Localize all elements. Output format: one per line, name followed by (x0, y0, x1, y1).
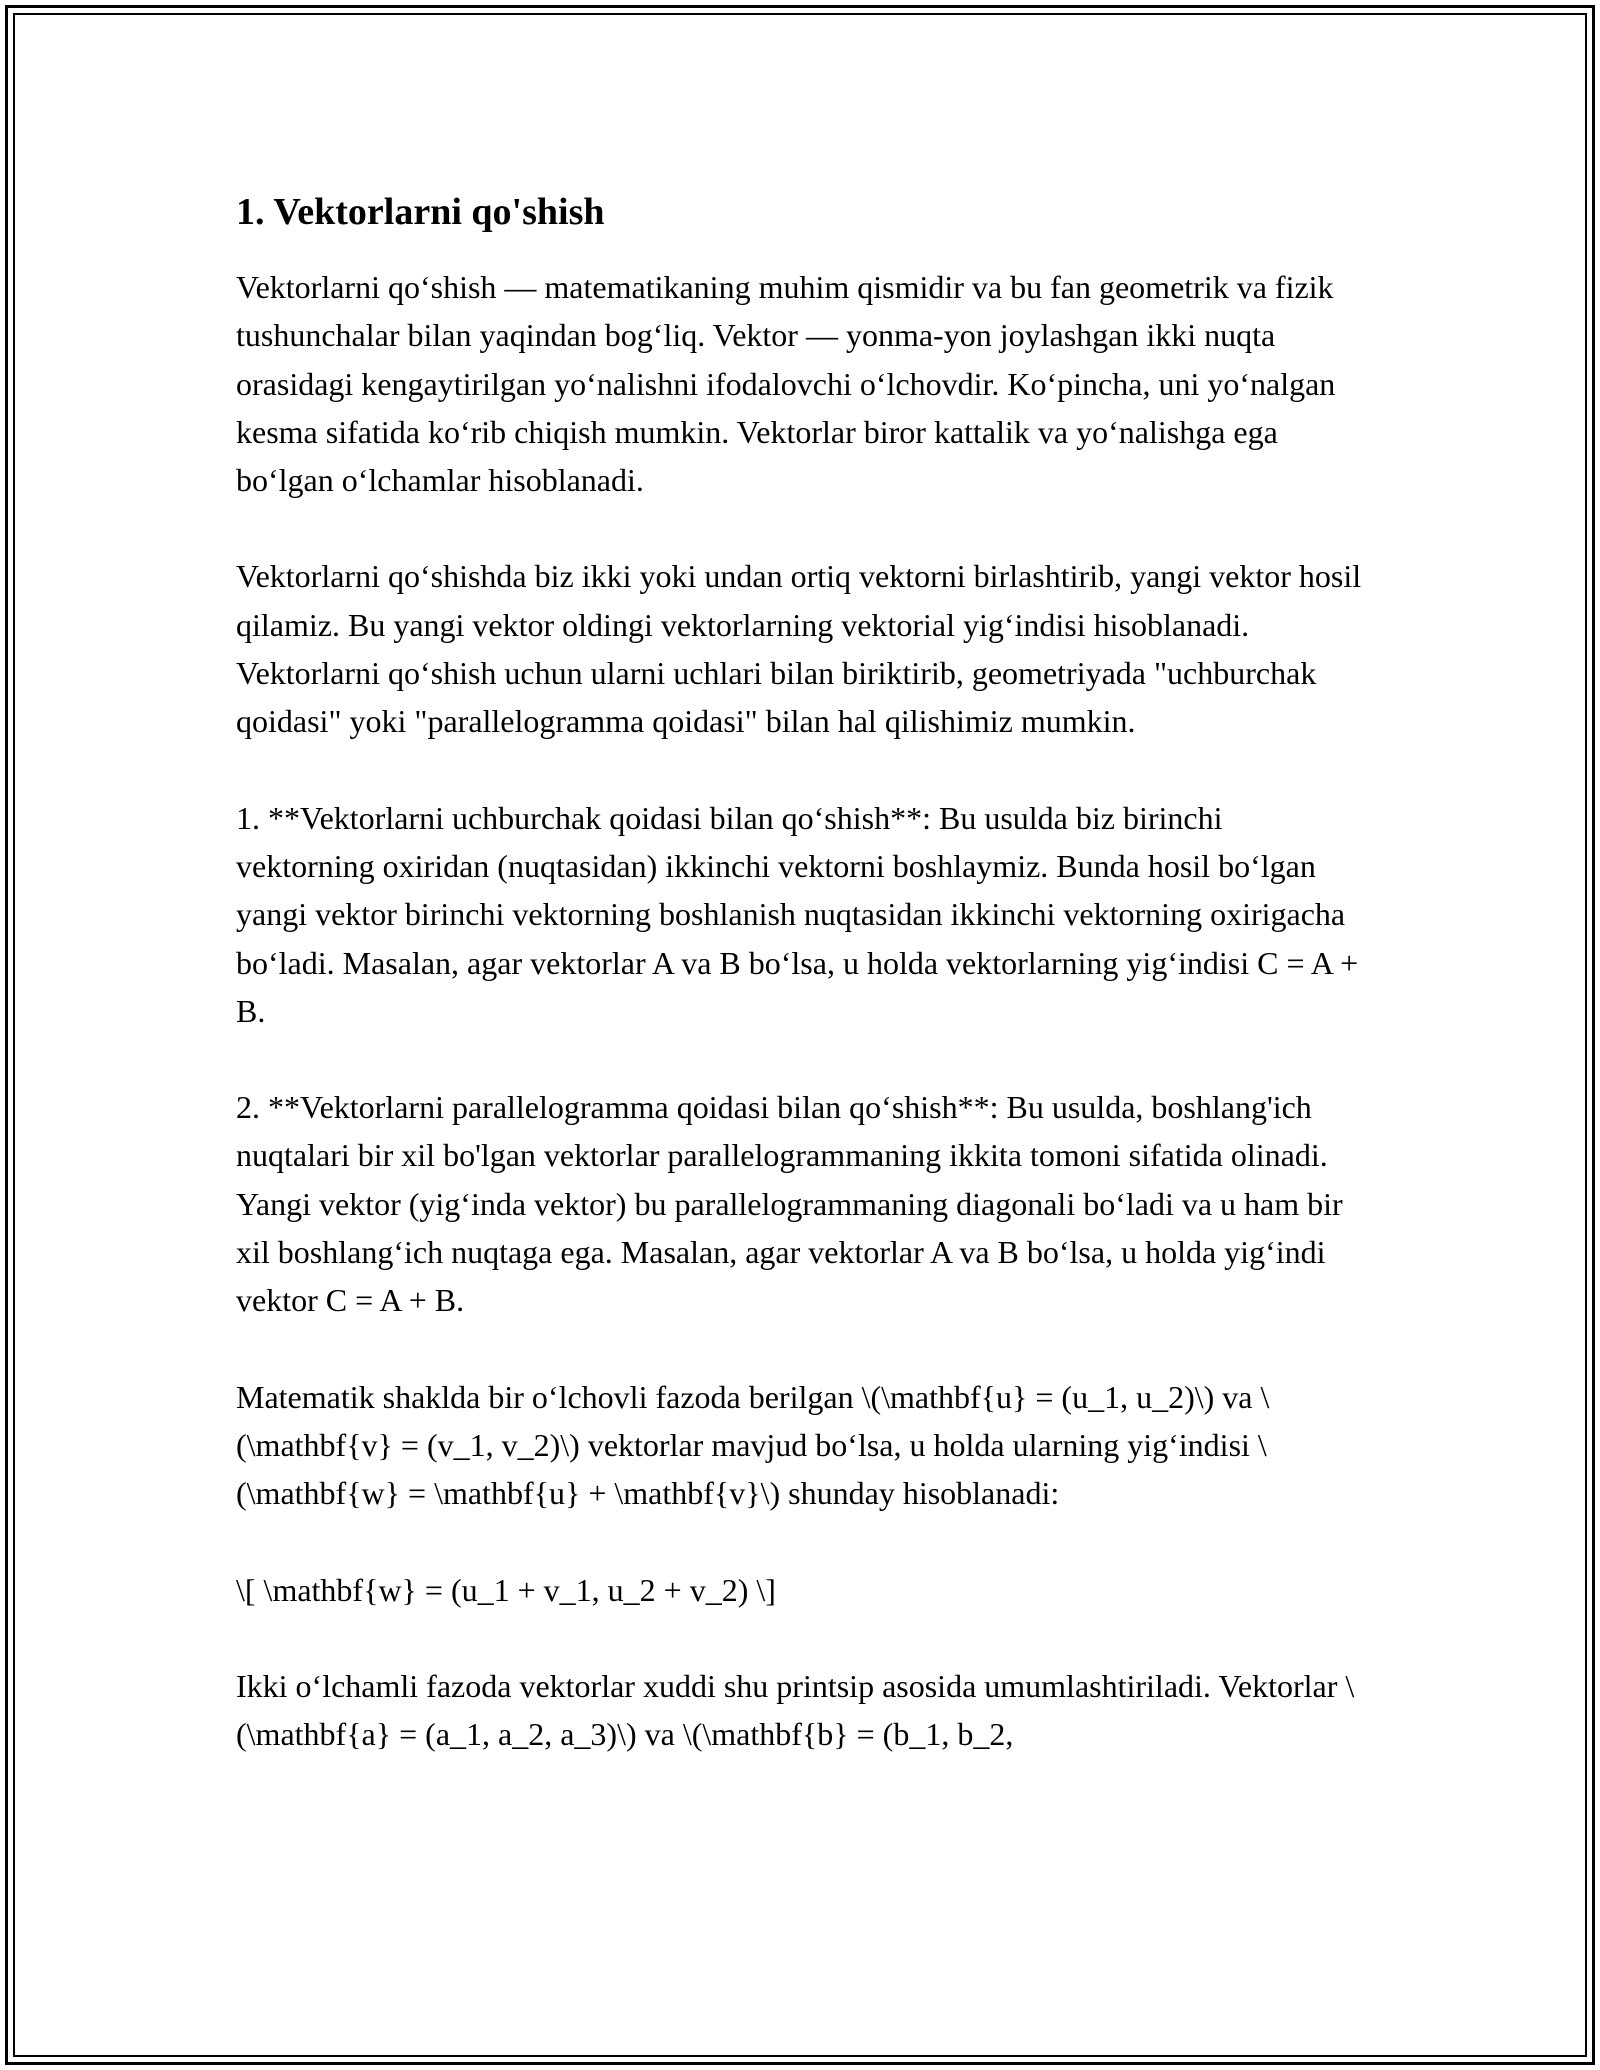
paragraph-formula-intro: Matematik shaklda bir o‘lchovli fazoda berilgan \(\mathbf{u} = (u_1, u_2)\) va \(\mathbf{v} = (v_1, v_2)\) vektorlar mavjud bo‘lsa, u holda ularning yig‘indisi \(\mathbf{w} = \mathbf{u} + \mathbf{v}\) shunday hisoblanadi: (236, 1378, 1270, 1512)
paragraph-intro: Vektorlarni qo‘shish — matematikaning muhim qismidir va bu fan geometrik va fizik tushunchalar bilan yaqindan bog‘liq. Vektor — yonma-yon joylashgan ikki nuqta orasidagi kengaytirilgan yo‘nalishni ifodalovchi o‘lchovdir. Ko‘pincha, uni yo‘nalgan kesma sifatida ko‘rib chiqish mumkin. Vektorlar biror kattalik va yo‘nalishga ega bo‘lgan o‘lchamlar hisoblanadi. (236, 269, 1336, 499)
formula-display: \[ \mathbf{w} = (u_1 + v_1, u_2 + v_2) \] (236, 1571, 776, 1608)
paragraph-parallelogram-rule: 2. **Vektorlarni parallelogramma qoidasi bilan qo‘shish**: Bu usulda, boshlang'ich nuqtalari bir xil bo'lgan vektorlar parallelogrammaning ikkita tomoni sifatida olinadi. Yangi vektor (yig‘inda vektor) bu parallelogrammaning diagonali bo‘ladi va u ham bir xil boshlang‘ich nuqtaga ega. Masalan, agar vektorlar A va B bo‘lsa, u holda yig‘indi vektor C = A + B. (236, 1089, 1343, 1319)
paragraph-generalization: Ikki o‘lchamli fazoda vektorlar xuddi shu printsip asosida umumlashtiriladi. Vektorlar \(\mathbf{a} = (a_1, a_2, a_3)\) va \(\mathbf{b} = (b_1, b_2, (236, 1667, 1355, 1753)
section-heading: 1. Vektorlarni qo'shish (236, 191, 605, 233)
paragraph-triangle-rule: 1. **Vektorlarni uchburchak qoidasi bilan qo‘shish**: Bu usulda biz birinchi vektorning oxiridan (nuqtasidan) ikkinchi vektorni boshlaymiz. Bunda hosil bo‘lgan yangi vektor birinchi vektorning boshlanish nuqtasidan ikkinchi vektorning oxirigacha bo‘ladi. Masalan, agar vektorlar A va B bo‘lsa, u holda vektorlarning yig‘indisi C = A + B. (236, 799, 1359, 1029)
paragraph-addition: Vektorlarni qo‘shishda biz ikki yoki undan ortiq vektorni birlashtirib, yangi vektor hosil qilamiz. Bu yangi vektor oldingi vektorlarning vektorial yig‘indisi hisoblanadi. Vektorlarni qo‘shish uchun ularni uchlari bilan biriktirib, geometriyada "uchburchak qoidasi" yoki "parallelogramma qoidasi" bilan hal qilishimiz mumkin. (236, 558, 1362, 740)
document-page (236, 186, 1366, 1758)
